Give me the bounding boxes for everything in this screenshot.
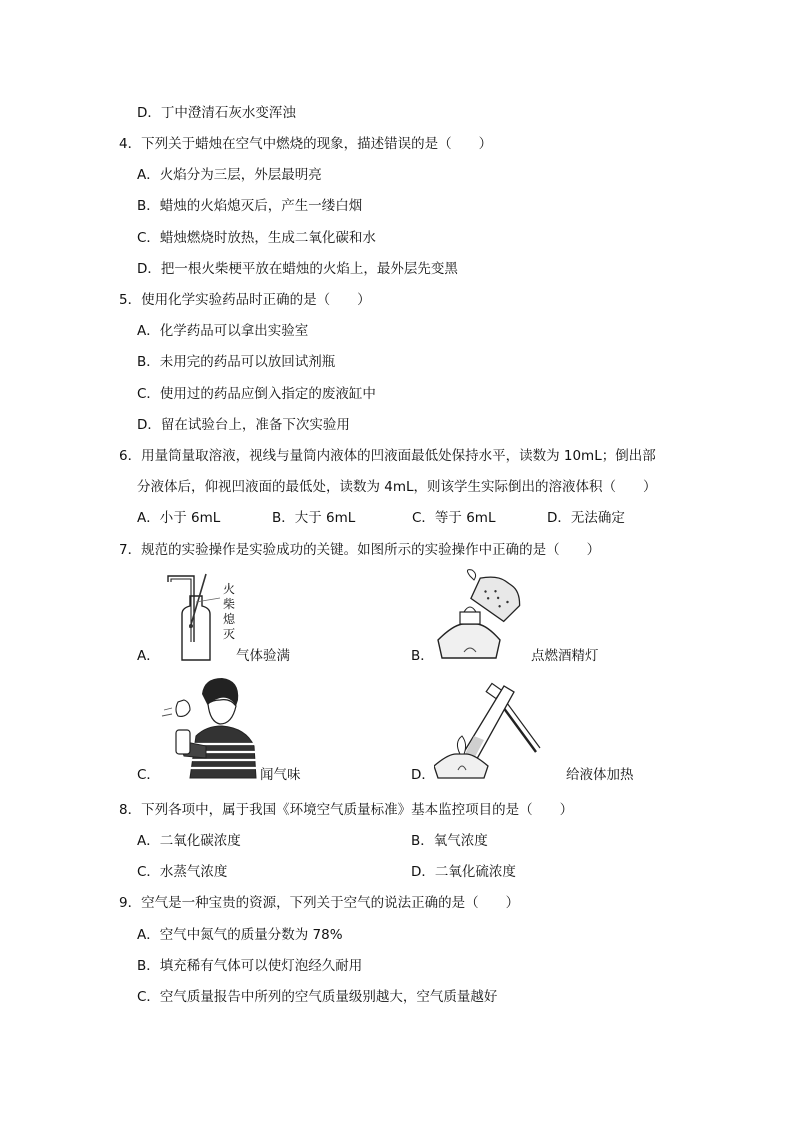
q5-option-b: B．未用完的药品可以放回试剂瓶: [137, 354, 336, 370]
q8-option-a: A．二氧化碳浓度: [137, 833, 241, 849]
q9-option-c: C．空气质量报告中所列的空气质量级别越大，空气质量越好: [137, 989, 498, 1005]
q6-option-c: C．等于 6mL: [412, 510, 496, 526]
q4-option-b: B．蜡烛的火焰熄灭后，产生一缕白烟: [137, 198, 363, 214]
q7-option-c-letter: C．: [137, 767, 160, 783]
q7-option-b-caption: 点燃酒精灯: [531, 648, 599, 664]
q4-option-d: D．把一根火柴梗平放在蜡烛的火焰上，最外层先变黑: [137, 261, 458, 277]
q7-option-b-letter: B．: [411, 648, 434, 664]
q3-option-d: D．丁中澄清石灰水变浑浊: [137, 105, 296, 121]
q8-option-d: D．二氧化硫浓度: [411, 864, 516, 880]
q4-option-c: C．蜡烛燃烧时放热，生成二氧化碳和水: [137, 230, 376, 246]
match-label-char-1: 火: [222, 582, 235, 596]
q4-stem: 4．下列关于蜡烛在空气中燃烧的现象，描述错误的是（ ）: [119, 136, 493, 152]
q9-option-b: B．填充稀有气体可以使灯泡经久耐用: [137, 958, 363, 974]
match-label: [222, 582, 236, 642]
q4-option-a: A．火焰分为三层，外层最明亮: [137, 167, 322, 183]
match-label-char-2: 柴: [222, 597, 235, 611]
q9-option-a: A．空气中氮气的质量分数为 78%: [137, 927, 343, 943]
q7-option-a-letter: A．: [137, 648, 160, 664]
q7-option-a-caption: 气体验满: [236, 648, 290, 664]
q7-option-c-caption: 闻气味: [260, 767, 301, 783]
heating-liquid-figure: [434, 680, 544, 780]
q6-option-a: A．小于 6mL: [137, 510, 221, 526]
smelling-figure: [160, 676, 260, 780]
q6-stem-line1: 6．用量筒量取溶液，视线与量筒内液体的凹液面最低处保持水平，读数为 10mL；倒出部: [119, 448, 656, 464]
q7-stem: 7．规范的实验操作是实验成功的关键。如图所示的实验操作中正确的是（ ）: [119, 542, 601, 558]
q8-stem: 8．下列各项中，属于我国《环境空气质量标准》基本监控项目的是（ ）: [119, 802, 574, 818]
q8-option-b: B．氧气浓度: [411, 833, 488, 849]
q5-stem: 5．使用化学实验药品时正确的是（ ）: [119, 292, 371, 308]
match-label-char-3: 熄: [222, 612, 235, 626]
q7-option-d-letter: D．: [411, 767, 435, 783]
q8-option-c: C．水蒸气浓度: [137, 864, 228, 880]
q6-option-b: B．大于 6mL: [272, 510, 356, 526]
q9-stem: 9．空气是一种宝贵的资源，下列关于空气的说法正确的是（ ）: [119, 895, 520, 911]
q5-option-c: C．使用过的药品应倒入指定的废液缸中: [137, 386, 376, 402]
q5-option-d: D．留在试验台上，准备下次实验用: [137, 417, 350, 433]
q6-stem-line2: 分液体后，仰视凹液面的最低处，读数为 4mL，则该学生实际倒出的溶液体积（ ）: [137, 479, 657, 495]
q5-option-a: A．化学药品可以拿出实验室: [137, 323, 309, 339]
q6-option-d: D．无法确定: [547, 510, 625, 526]
alcohol-lamp-figure: [434, 568, 524, 664]
match-label-char-4: 灭: [222, 627, 235, 641]
q7-option-d-caption: 给液体加热: [566, 767, 634, 783]
